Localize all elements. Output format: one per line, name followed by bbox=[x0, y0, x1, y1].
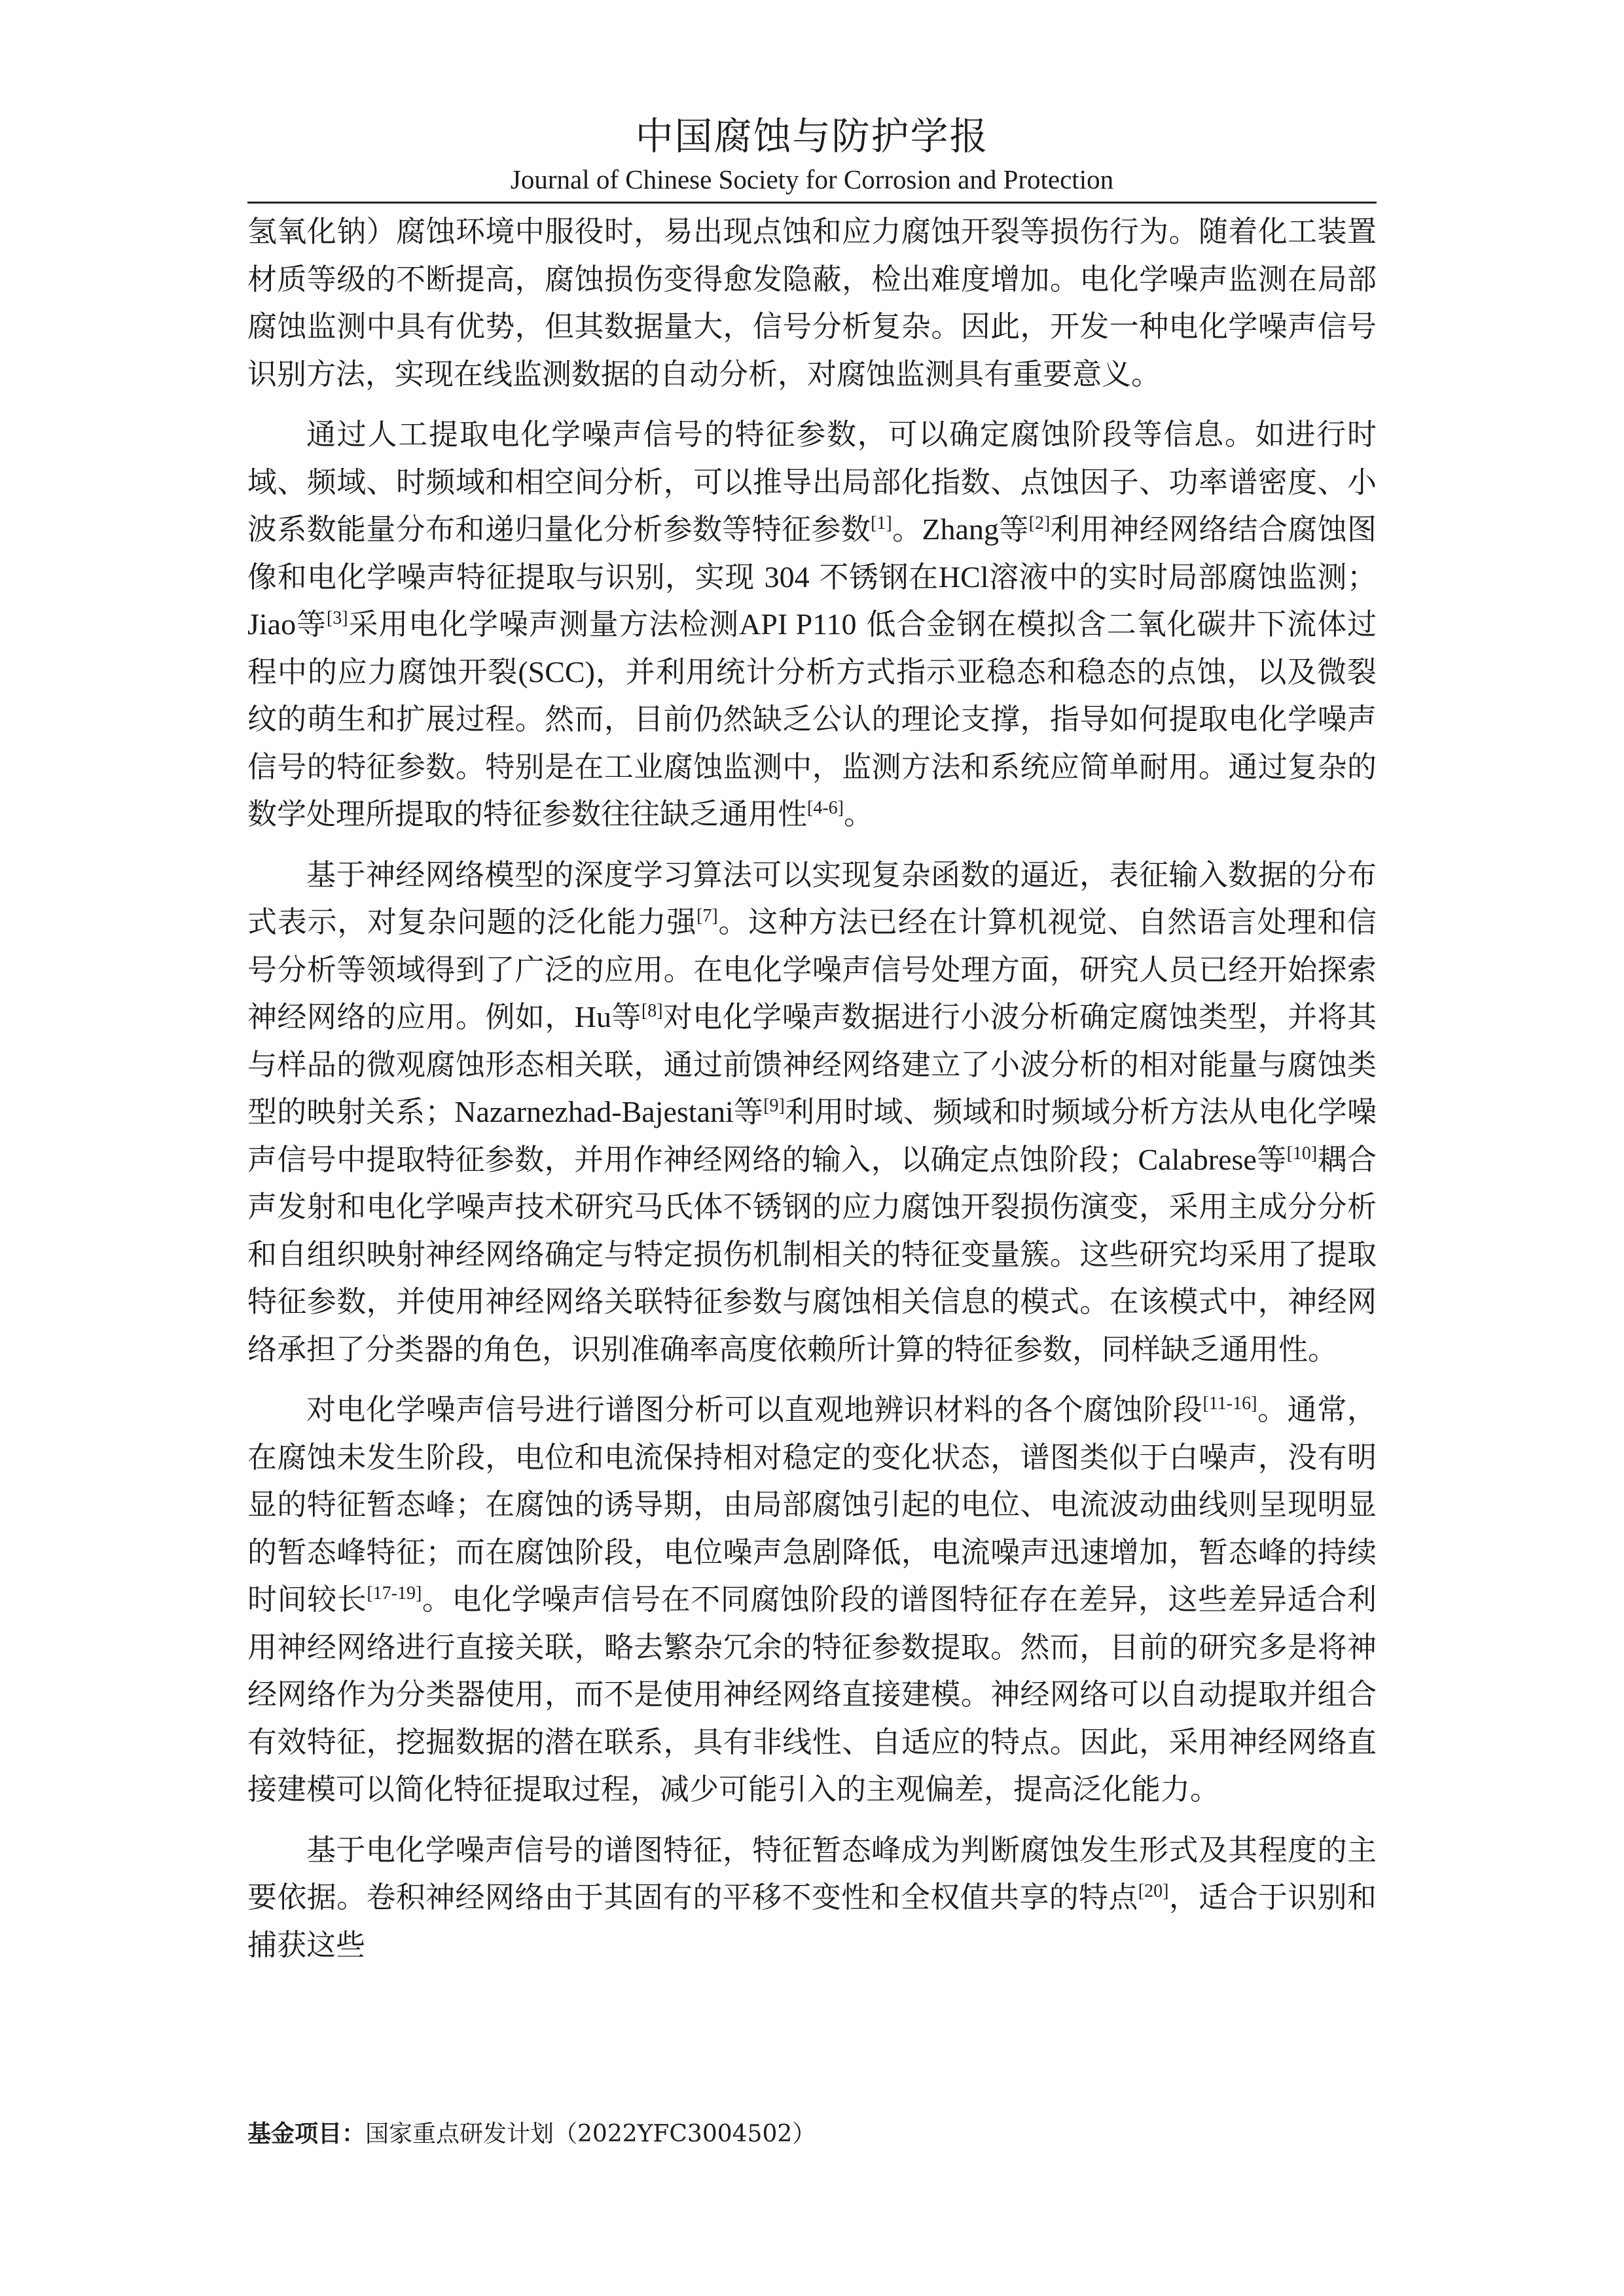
paragraph-latin-text: Calabrese bbox=[1138, 1142, 1257, 1176]
body-paragraph bbox=[247, 1386, 1377, 1814]
citation-ref: [2] bbox=[1028, 513, 1051, 533]
body-paragraph bbox=[247, 208, 1377, 398]
citation-ref: [20] bbox=[1138, 1881, 1169, 1901]
citation-ref: [10] bbox=[1286, 1143, 1318, 1164]
body-paragraph bbox=[247, 411, 1377, 838]
paragraph-text: 。通常，在腐蚀未发生阶段，电位和电流保持相对稳定的变化状态，谱图类似于白噪声，没有明显的特征暂态峰；在腐蚀的诱导期，由局部腐蚀引起的电位、电流波动曲线则呈现明显的暂态峰特征；而在腐蚀阶段，电位噪声急剧降低，电流噪声迅速增加，暂态峰的持续时间较长 bbox=[247, 1392, 1377, 1617]
paragraph-latin-text: 304 bbox=[764, 560, 810, 594]
paragraph-latin-text: Zhang bbox=[922, 512, 999, 546]
paragraph-text: 。电化学噪声信号在不同腐蚀阶段的谱图特征存在差异，这些差异适合利用神经网络进行直接关联，略去繁杂冗余的特征参数提取。然而，目前的研究多是将神经网络作为分类器使用，而不是使用神经网络直接建模。神经网络可以自动提取并组合有效特征，挖掘数据的潜在联系，具有非线性、自适应的特点。因此，采用神经网络直接建模可以简化特征提取过程，减少可能引入的主观偏差，提高泛化能力。 bbox=[247, 1582, 1377, 1806]
paragraph-latin-text: HCl bbox=[938, 560, 989, 594]
paragraph-text: 利用神经网络结合腐蚀图像和电化学噪声特征提取与识别，实现 bbox=[247, 512, 1377, 594]
paragraph-latin-text: Jiao bbox=[247, 607, 297, 641]
journal-header bbox=[247, 110, 1377, 196]
journal-title-chinese: 中国腐蚀与防护学报 bbox=[635, 114, 989, 158]
paragraph-latin-text: API P110 bbox=[739, 607, 857, 641]
paragraph-text: 。 bbox=[892, 512, 922, 547]
paragraph-latin-text: (SCC) bbox=[518, 655, 595, 689]
paragraph-text: 耦合声发射和电化学噪声技术研究马氏体不锈钢的应力腐蚀开裂损伤演变，采用主成分分析和自组织映射神经网络确定与特定损伤机制相关的特征变量簇。这些研究均采用了提取特征参数，并使用神经网络关联特征参数与腐蚀相关信息的模式。在该模式中，神经网络承担了分类器的角色，识别准确率高度依赖所计算的特征参数，同样缺乏通用性。 bbox=[247, 1141, 1377, 1367]
paragraph-text: 基于神经网络模型的深度学习算法可以实现复杂函数的逼近，表征输入数据的分布式表示，对复杂问题的泛化能力强 bbox=[247, 857, 1377, 939]
paragraph-text: 等 bbox=[611, 999, 641, 1034]
paragraph-text: 低合金钢在模拟含二氧化碳井下流体过程中的应力腐蚀开裂 bbox=[247, 607, 1377, 689]
paragraph-text: 。 bbox=[844, 797, 874, 831]
paragraph-latin-text: Hu bbox=[574, 1000, 612, 1033]
paragraph-text: 等 bbox=[733, 1094, 764, 1129]
citation-ref: [11-16] bbox=[1202, 1393, 1257, 1414]
body-paragraph bbox=[247, 852, 1377, 1374]
funding-label: 基金项目： bbox=[247, 2121, 366, 2147]
paragraph-text: ，并利用统计分析方式指示亚稳态和稳态的点蚀，以及微裂纹的萌生和扩展过程。然而，目前仍然缺乏公认的理论支撑，指导如何提取电化学噪声信号的特征参数。特别是在工业腐蚀监测中，监测方法和系统应简单耐用。通过复杂的数学处理所提取的特征参数往往缺乏通用性 bbox=[247, 654, 1377, 831]
journal-title-english: Journal of Chinese Society for Corrosion and Protection bbox=[510, 164, 1114, 194]
citation-ref: [3] bbox=[326, 608, 348, 628]
paragraph-text: 氢氧化钠）腐蚀环境中服役时，易出现点蚀和应力腐蚀开裂等损伤行为。随着化工装置材质等级的不断提高，腐蚀损伤变得愈发隐蔽，检出难度增加。电化学噪声监测在局部腐蚀监测中具有优势，但其数据量大，信号分析复杂。因此，开发一种电化学噪声信号识别方法，实现在线监测数据的自动分析，对腐蚀监测具有重要意义。 bbox=[247, 214, 1377, 391]
citation-ref: [8] bbox=[641, 1001, 663, 1021]
paragraph-text: 对电化学噪声信号进行谱图分析可以直观地辨识材料的各个腐蚀阶段 bbox=[306, 1392, 1203, 1427]
article-body bbox=[247, 208, 1377, 1982]
citation-ref: [1] bbox=[871, 513, 892, 533]
paragraph-text: 等 bbox=[1256, 1141, 1287, 1177]
paragraph-text: 。这种方法已经在计算机视觉、自然语言处理和信号分析等领域得到了广泛的应用。在电化学噪声信号处理方面，研究人员已经开始探索神经网络的应用。例如， bbox=[247, 905, 1377, 1034]
paragraph-text: 等 bbox=[998, 512, 1029, 547]
paragraph-text: 等 bbox=[296, 607, 327, 641]
paragraph-latin-text: Nazarnezhad-Bajestani bbox=[454, 1095, 734, 1128]
paragraph-text: 利用时域、频域和时频域分析方法从电化学噪声信号中提取特征参数，并用作神经网络的输入，以确定点蚀阶段； bbox=[247, 1094, 1377, 1177]
paragraph-text: 对电化学噪声数据进行小波分析确定腐蚀类型，并将其与样品的微观腐蚀形态相关联，通过前馈神经网络建立了小波分析的相对能量与腐蚀类型的映射关系； bbox=[247, 999, 1377, 1129]
citation-ref: [9] bbox=[763, 1096, 785, 1116]
paragraph-text: 采用电化学噪声测量方法检测 bbox=[348, 607, 740, 641]
paragraph-text: 溶液中的实时局部腐蚀监测； bbox=[988, 559, 1377, 594]
paragraph-text: ，适合于识别和捕获这些 bbox=[247, 1880, 1377, 1962]
header-rule bbox=[247, 202, 1377, 204]
citation-ref: [17-19] bbox=[367, 1583, 422, 1604]
paragraph-text: 不锈钢在 bbox=[809, 559, 939, 594]
funding-value: 国家重点研发计划（2022YFC3004502） bbox=[365, 2121, 816, 2147]
paragraph-text: 基于电化学噪声信号的谱图特征，特征暂态峰成为判断腐蚀发生形式及其程度的主要依据。卷积神经网络由于其固有的平移不变性和全权值共享的特点 bbox=[247, 1832, 1377, 1914]
citation-ref: [7] bbox=[696, 906, 718, 926]
body-paragraph bbox=[247, 1827, 1377, 1969]
citation-ref: [4-6] bbox=[807, 798, 844, 818]
funding-note bbox=[247, 2119, 1377, 2150]
paragraph-text: 通过人工提取电化学噪声信号的特征参数，可以确定腐蚀阶段等信息。如进行时域、频域、时频域和相空间分析，可以推导出局部化指数、点蚀因子、功率谱密度、小波系数能量分布和递归量化分析参数等特征参数 bbox=[247, 417, 1377, 547]
